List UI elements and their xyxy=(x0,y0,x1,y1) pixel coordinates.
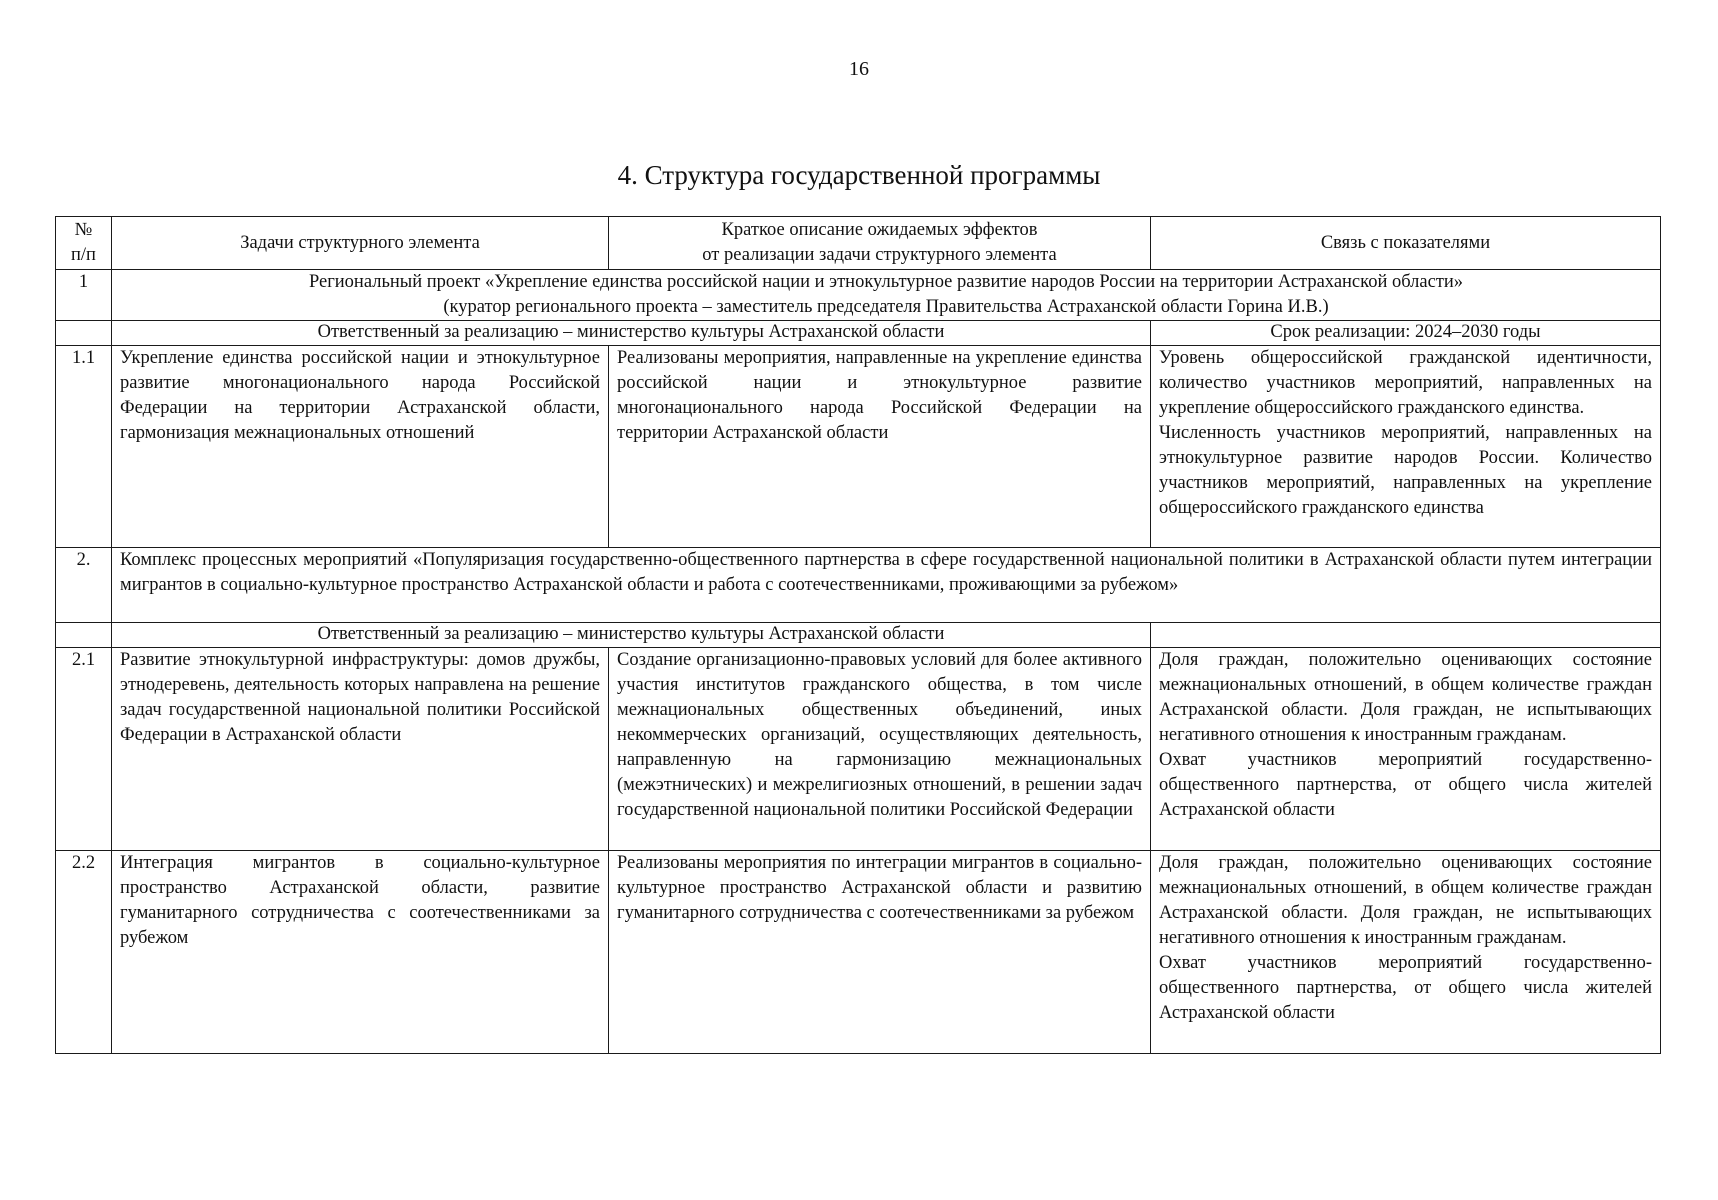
row-2-2-indicator-1: Доля граждан, положительно оценивающих состояние межнациональных отношений, в общем количестве граждан Астраханской области. Доля граждан, не испытывающих негативного отношения к иностранным гражданам. xyxy=(1159,853,1652,948)
section-1-responsible-empty xyxy=(56,321,112,346)
header-effects: Краткое описание ожидаемых эффектов от реализации задачи структурного элемента xyxy=(609,217,1151,270)
row-2-2-indicator-2: Охват участников мероприятий государственно-общественного партнерства, от общего числа жителей Астраханской области xyxy=(1159,953,1652,1023)
section-2-responsible-empty xyxy=(56,623,112,648)
table-row xyxy=(56,648,1661,851)
row-2-2-num: 2.2 xyxy=(56,851,112,1054)
document-title: 4. Структура государственной программы xyxy=(617,160,1101,190)
row-2-1-num: 2.1 xyxy=(56,648,112,851)
header-tasks: Задачи структурного элемента xyxy=(112,217,609,270)
table-row xyxy=(56,851,1661,1054)
program-structure-table xyxy=(55,216,1661,1054)
section-1-title-cell xyxy=(112,270,1661,321)
section-row-1 xyxy=(56,270,1661,321)
row-2-1-effect: Создание организационно-правовых условий для более активного участия институтов гражданского общества, в том числе межнациональных общественных объединений, иных некоммерческих организаций, осуществляющих деятельность, направленную на гармонизацию межнациональных (межэтнических) и межрелигиозных отношений, в решении задач государственной национальной политики Российской Федерации xyxy=(609,648,1151,851)
row-2-2-indicators xyxy=(1151,851,1661,1054)
section-1-curator: (куратор регионального проекта – заместитель председателя Правительства Астраханской области Горина И.В.) xyxy=(443,297,1329,317)
row-1-1-effect: Реализованы мероприятия, направленные на укрепление единства российской нации и этнокультурное развитие многонационального народа Российской Федерации на территории Астраханской области xyxy=(609,346,1151,548)
row-2-2-task: Интеграция мигрантов в социально-культурное пространство Астраханской области, развитие гуманитарного сотрудничества с соотечественниками за рубежом xyxy=(112,851,609,1054)
section-2-num: 2. xyxy=(56,548,112,623)
table-header-row xyxy=(56,217,1661,270)
section-row-2 xyxy=(56,548,1661,623)
row-1-1-indicator-2: Численность участников мероприятий, направленных на этнокультурное развитие народов России. Количество участников мероприятий, направленных на укрепление общероссийского гражданского единства xyxy=(1159,423,1652,518)
row-2-1-indicator-2: Охват участников мероприятий государственно-общественного партнерства, от общего числа жителей Астраханской области xyxy=(1159,750,1652,820)
section-2-responsible-row xyxy=(56,623,1661,648)
section-1-num: 1 xyxy=(56,270,112,321)
section-1-responsible-row xyxy=(56,321,1661,346)
row-1-1-indicator-1: Уровень общероссийской гражданской идентичности, количество участников мероприятий, направленных на укрепление общероссийского гражданского единства. xyxy=(1159,348,1652,418)
header-indicators: Связь с показателями xyxy=(1151,217,1661,270)
section-2-term-empty xyxy=(1151,623,1661,648)
header-num: № п/п xyxy=(56,217,112,270)
row-1-1-indicators xyxy=(1151,346,1661,548)
row-2-1-indicators xyxy=(1151,648,1661,851)
row-2-2-effect: Реализованы мероприятия по интеграции мигрантов в социально-культурное пространство Астраханской области и развитию гуманитарного сотрудничества с соотечественниками за рубежом xyxy=(609,851,1151,1054)
section-1-term: Срок реализации: 2024–2030 годы xyxy=(1151,321,1661,346)
section-2-responsible: Ответственный за реализацию – министерство культуры Астраханской области xyxy=(112,623,1151,648)
section-2-title: Комплекс процессных мероприятий «Популяризация государственно-общественного партнерства в сфере государственной национальной политики в Астраханской области путем интеграции мигрантов в социально-культурное пространство Астраханской области и работа с соотечественниками, проживающими за рубежом» xyxy=(112,548,1661,623)
row-1-1-num: 1.1 xyxy=(56,346,112,548)
row-1-1-task: Укрепление единства российской нации и этнокультурное развитие многонационального народа Российской Федерации на территории Астраханской области, гармонизация межнациональных отношений xyxy=(112,346,609,548)
section-1-title: Региональный проект «Укрепление единства российской нации и этнокультурное развитие народов России на территории Астраханской области» xyxy=(308,272,1464,292)
table-row xyxy=(56,346,1661,548)
page-number: 16 xyxy=(849,58,869,80)
row-2-1-task: Развитие этнокультурной инфраструктуры: домов дружбы, этнодеревень, деятельность которых направлена на решение задач государственной национальной политики Российской Федерации в Астраханской области xyxy=(112,648,609,851)
section-1-responsible: Ответственный за реализацию – министерство культуры Астраханской области xyxy=(112,321,1151,346)
row-2-1-indicator-1: Доля граждан, положительно оценивающих состояние межнациональных отношений, в общем количестве граждан Астраханской области. Доля граждан, не испытывающих негативного отношения к иностранным гражданам. xyxy=(1159,650,1652,745)
